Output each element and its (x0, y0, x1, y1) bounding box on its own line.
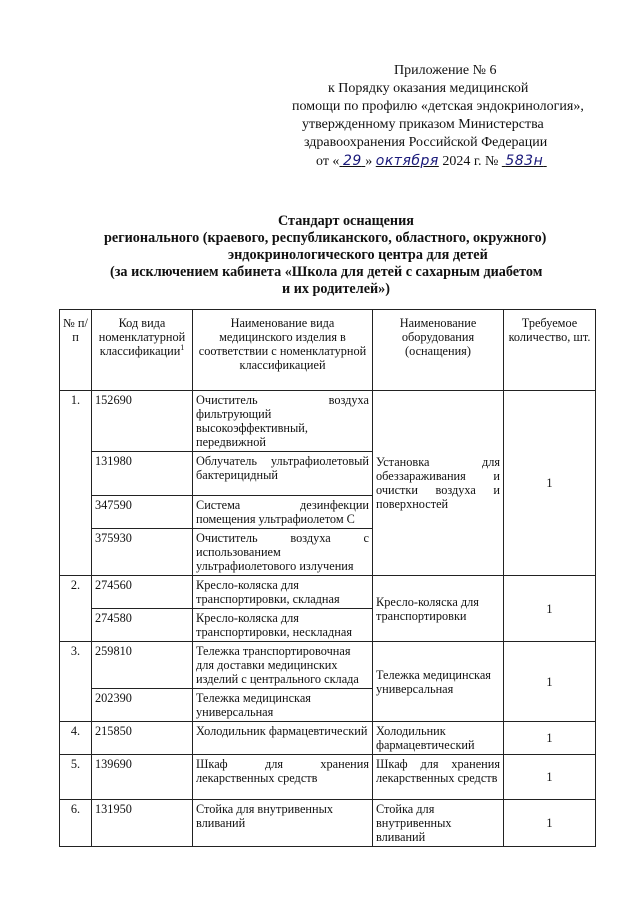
row-name: Тележка медицинская универсальная (193, 689, 373, 722)
appendix-line: Приложение № 6 (394, 63, 497, 78)
row-name: Тележка транспортировочная для доставки медицинских изделий с центрального склада (193, 642, 373, 689)
title-line: Стандарт оснащения (278, 213, 414, 229)
table-row (60, 755, 596, 800)
title-line: регионального (краевого, республиканского, областного, окружного) (104, 230, 547, 246)
equipment-table (59, 309, 596, 847)
row-code: 202390 (92, 689, 193, 722)
row-code: 215850 (92, 722, 193, 755)
row-name: Шкаф для хранения лекарственных средств (193, 755, 373, 800)
row-qty: 1 (504, 642, 596, 722)
row-code: 139690 (92, 755, 193, 800)
header-name: Наименование вида медицинского изделия в соответствии с номенклатурной классификацией (193, 310, 373, 391)
table-row (60, 642, 596, 689)
row-name: Система дезинфекции помещения ультрафиолетом С (193, 496, 373, 529)
table-header-row (60, 310, 596, 391)
row-num: 1. (60, 391, 92, 576)
row-num: 2. (60, 576, 92, 642)
row-name: Кресло-коляска для транспортировки, складная (193, 576, 373, 609)
doc-number-handwritten: 583н (505, 153, 544, 169)
date-day-underline (339, 154, 365, 169)
header-num: № п/п (60, 310, 92, 391)
row-num: 4. (60, 722, 92, 755)
row-code: 274560 (92, 576, 193, 609)
table-row (60, 722, 596, 755)
doc-number-underline (502, 154, 547, 169)
row-qty: 1 (504, 722, 596, 755)
row-code: 274580 (92, 609, 193, 642)
header-code: Код вида номенклатурной классификации$^1$ (92, 310, 193, 391)
row-equipment: Тележка медицинская универсальная (373, 642, 504, 722)
row-equipment: Холодильник фармацевтический (373, 722, 504, 755)
appendix-line: к Порядку оказания медицинской (328, 81, 529, 96)
row-qty: 1 (504, 755, 596, 800)
row-qty: 1 (504, 391, 596, 576)
date-month-underline (376, 154, 439, 169)
row-num: 5. (60, 755, 92, 800)
date-month-handwritten: октября (375, 153, 439, 169)
row-equipment: Шкаф для хранения лекарственных средств (373, 755, 504, 800)
date-prefix: от « (316, 154, 340, 169)
row-code: 347590 (92, 496, 193, 529)
order-date-line (270, 152, 630, 171)
title-line: (за исключением кабинета «Школа для детей с сахарным диабетом (110, 264, 543, 280)
row-equipment: Установка для обеззараживания и очистки воздуха и поверхностей (373, 391, 504, 576)
row-code: 131980 (92, 452, 193, 496)
row-name: Кресло-коляска для транспортировки, нескладная (193, 609, 373, 642)
row-name: Стойка для внутривенных вливаний (193, 800, 373, 847)
row-code: 259810 (92, 642, 193, 689)
title-line: и их родителей») (282, 281, 390, 297)
document-title (60, 213, 640, 298)
title-line: эндокринологического центра для детей (228, 247, 488, 263)
table-row (60, 391, 596, 452)
date-day-handwritten: 29 (342, 153, 362, 169)
table-row (60, 800, 596, 847)
appendix-line: утвержденному приказом Министерства (302, 117, 544, 132)
appendix-line: здравоохранения Российской Федерации (304, 135, 548, 150)
date-year: 2024 г. № (442, 154, 499, 169)
row-name: Очиститель воздуха с использованием ультрафиолетового излучения (193, 529, 373, 576)
row-code: 375930 (92, 529, 193, 576)
row-code: 131950 (92, 800, 193, 847)
table-row (60, 576, 596, 609)
footnote-marker: 1 (180, 342, 185, 352)
header-qty: Требуемое количество, шт. (504, 310, 596, 391)
date-mid: » (365, 154, 373, 169)
row-qty: 1 (504, 576, 596, 642)
row-code: 152690 (92, 391, 193, 452)
row-equipment: Стойка для внутривенных вливаний (373, 800, 504, 847)
appendix-header (270, 62, 630, 171)
row-name: Облучатель ультрафиолетовый бактерицидный (193, 452, 373, 496)
row-equipment: Кресло-коляска для транспортировки (373, 576, 504, 642)
appendix-line: помощи по профилю «детская эндокринология», (292, 99, 584, 114)
header-equipment: Наименование оборудования (оснащения) (373, 310, 504, 391)
row-name: Очиститель воздуха фильтрующий высокоэффективный, передвижной (193, 391, 373, 452)
row-num: 3. (60, 642, 92, 722)
row-qty: 1 (504, 800, 596, 847)
row-name: Холодильник фармацевтический (193, 722, 373, 755)
row-num: 6. (60, 800, 92, 847)
